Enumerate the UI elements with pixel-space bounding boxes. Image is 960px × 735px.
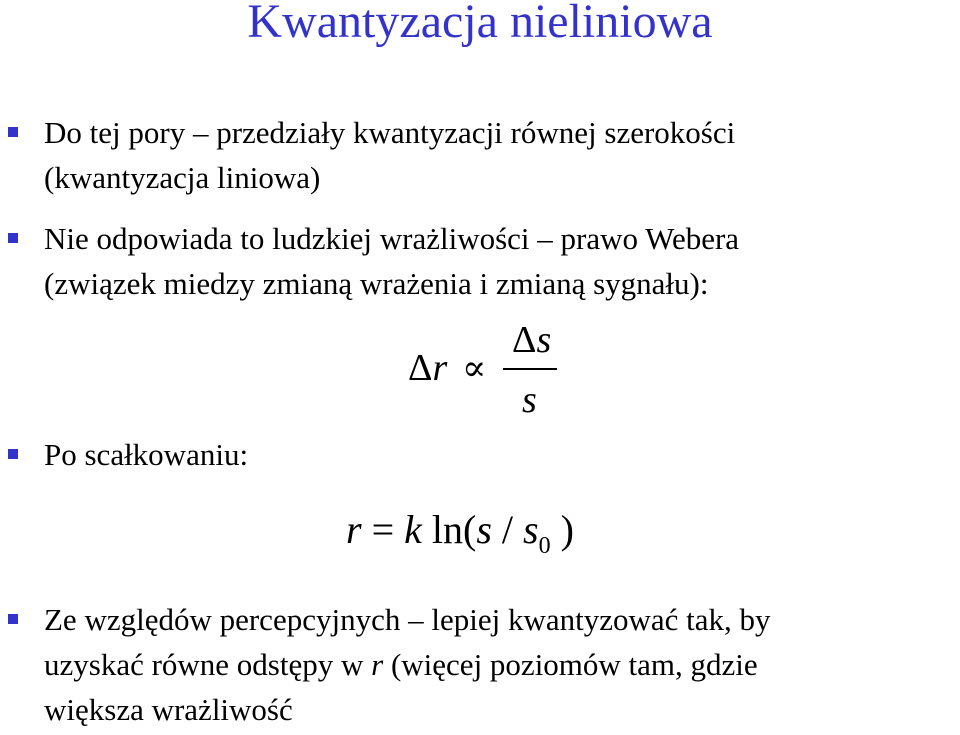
bullet-1-line-2: (kwantyzacja liniowa) — [44, 160, 321, 195]
formula2-equals: = — [371, 507, 395, 552]
formula1-denominator: s — [522, 379, 537, 421]
bullet-4-line-2-var: r — [371, 647, 384, 682]
formula2-k: k — [404, 507, 422, 552]
fraction-bar — [503, 368, 557, 370]
formula2-s0: s — [523, 507, 539, 552]
bullet-1-line-1: Do tej pory – przedziały kwantyzacji równej szerokości — [44, 115, 736, 150]
formula1-lhs-var: r — [432, 347, 448, 389]
formula2-subscript: 0 — [538, 533, 551, 559]
formula1-num-var: s — [536, 319, 552, 361]
formula1-lhs-delta: Δ — [408, 347, 433, 389]
formula2-lhs: r — [346, 507, 362, 552]
bullet-4-line-3: większa wrażliwość — [44, 692, 293, 727]
formula2-s: s — [476, 507, 492, 552]
bullet-2-line-2: (związek miedzy zmianą wrażenia i zmianą sygnału): — [44, 266, 709, 301]
formula2-slash: / — [501, 507, 514, 552]
bullet-4-line-1: Ze względów percepcyjnych – lepiej kwantyzować tak, by — [44, 602, 771, 637]
bullet-marker — [8, 614, 18, 624]
formula-log-law — [346, 507, 574, 559]
bullet-2-line-1: Nie odpowiada to ludzkiej wrażliwości – prawo Webera — [44, 221, 740, 256]
bullet-4-line-2-pre: uzyskać równe odstępy w — [44, 647, 372, 682]
formula1-proportional: ∝ — [462, 348, 487, 388]
bullet-marker — [8, 233, 18, 243]
formula2-close: ) — [560, 507, 574, 552]
slide-title: Kwantyzacja nieliniowa — [247, 0, 713, 48]
bullet-marker — [8, 127, 18, 137]
formula1-num-delta: Δ — [512, 319, 537, 361]
formula2-ln: ln( — [431, 507, 477, 552]
bullet-marker — [8, 449, 18, 459]
bullet-3-line-1: Po scałkowaniu: — [44, 437, 249, 472]
bullet-4-line-2-post: (więcej poziomów tam, gdzie — [383, 647, 758, 682]
bullet-4-line-2 — [44, 645, 758, 685]
